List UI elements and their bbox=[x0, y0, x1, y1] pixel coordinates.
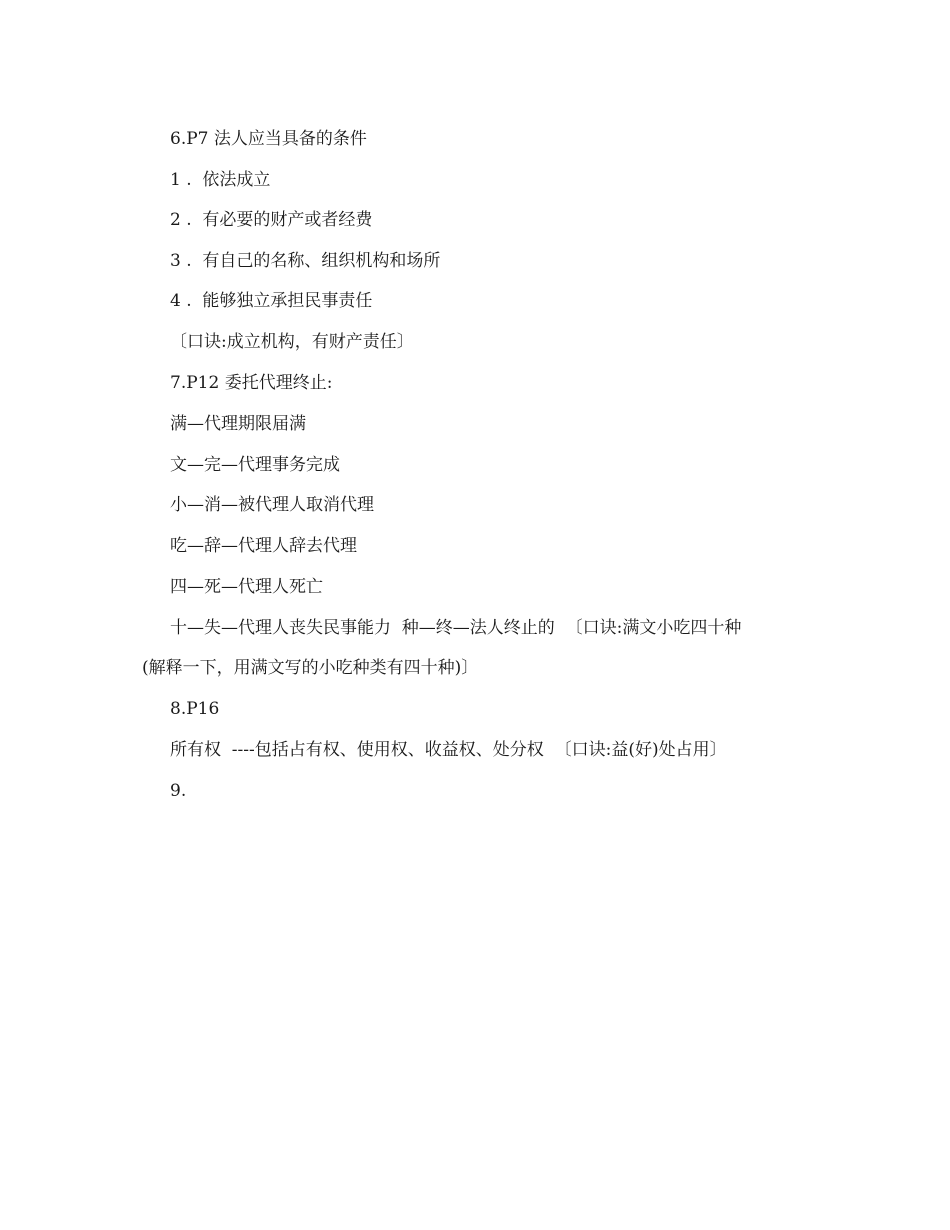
list-item: 满—代理期限届满 bbox=[170, 414, 306, 434]
list-item: 四—死—代理人死亡 bbox=[170, 577, 323, 597]
paragraph: 所有权 ----包括占有权、使用权、收益权、处分权 〔口诀:益(好)处占用〕 bbox=[170, 740, 727, 760]
list-item: 3 . 有自己的名称、组织机构和场所 bbox=[170, 251, 441, 271]
section-7-heading: 7.P12 委托代理终止: bbox=[170, 373, 333, 393]
mnemonic-explanation: (解释一下，用满文写的小吃种类有四十种)〕 bbox=[142, 658, 479, 678]
section-8-heading: 8.P16 bbox=[170, 699, 220, 719]
list-item: 文—完—代理事务完成 bbox=[170, 455, 340, 475]
section-6-heading: 6.P7 法人应当具备的条件 bbox=[170, 129, 367, 149]
list-item: 2 . 有必要的财产或者经费 bbox=[170, 210, 373, 230]
list-item: 1 . 依法成立 bbox=[170, 170, 271, 190]
list-item: 十—失—代理人丧失民事能力 种—终—法人终止的 〔口诀:满文小吃四十种 bbox=[170, 618, 742, 638]
list-item: 小—消—被代理人取消代理 bbox=[170, 495, 374, 515]
list-item: 4 . 能够独立承担民事责任 bbox=[170, 291, 373, 311]
mnemonic-note: 〔口诀:成立机构，有财产责任〕 bbox=[170, 332, 414, 352]
section-9-heading: 9. bbox=[170, 781, 187, 801]
list-item: 吃—辞—代理人辞去代理 bbox=[170, 536, 357, 556]
